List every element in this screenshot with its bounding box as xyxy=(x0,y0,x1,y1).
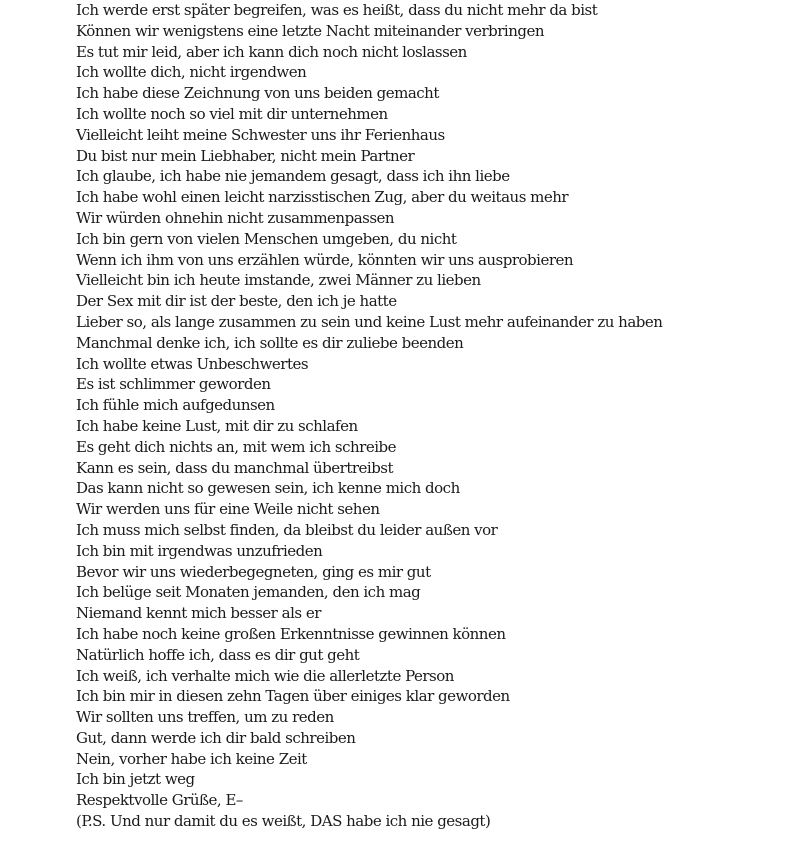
text-line: Ich habe diese Zeichnung von uns beiden gemacht xyxy=(76,84,439,103)
text-line: Ich wollte etwas Unbeschwertes xyxy=(76,354,309,373)
text-line: Vielleicht bin ich heute imstande, zwei Männer zu lieben xyxy=(76,271,481,290)
text-line: Das kann nicht so gewesen sein, ich kenne mich doch xyxy=(76,479,460,498)
text-line: Lieber so, als lange zusammen zu sein und keine Lust mehr aufeinander zu haben xyxy=(76,312,663,331)
text-line: Niemand kennt mich besser als er xyxy=(76,604,321,623)
text-line: Nein, vorher habe ich keine Zeit xyxy=(76,749,307,768)
text-line: Ich wollte noch so viel mit dir unternehmen xyxy=(76,104,388,123)
text-line: Ich habe wohl einen leicht narzisstischen Zug, aber du weitaus mehr xyxy=(76,188,569,207)
text-line: Ich glaube, ich habe nie jemandem gesagt, dass ich ihn liebe xyxy=(76,167,510,186)
text-line: Wenn ich ihm von uns erzählen würde, könnten wir uns ausprobieren xyxy=(76,250,574,269)
text-line: Vielleicht leiht meine Schwester uns ihr Ferienhaus xyxy=(76,125,445,144)
text-line: Wir werden uns für eine Weile nicht sehen xyxy=(76,500,380,519)
text-line: Es tut mir leid, aber ich kann dich noch nicht loslassen xyxy=(76,42,467,61)
text-line: Der Sex mit dir ist der beste, den ich je hatte xyxy=(76,292,397,311)
text-line: Bevor wir uns wiederbegegneten, ging es mir gut xyxy=(76,562,431,581)
text-line: Wir würden ohnehin nicht zusammenpassen xyxy=(76,208,395,227)
text-line: Wir sollten uns treffen, um zu reden xyxy=(76,708,334,727)
text-line: Ich bin jetzt weg xyxy=(76,770,195,789)
text-line: Gut, dann werde ich dir bald schreiben xyxy=(76,728,356,747)
text-line: Ich wollte dich, nicht irgendwen xyxy=(76,63,307,82)
postscript-line: (P.S. Und nur damit du es weißt, DAS habe ich nie gesagt) xyxy=(76,812,491,831)
text-line: Können wir wenigstens eine letzte Nacht miteinander verbringen xyxy=(76,21,545,40)
text-line: Ich bin gern von vielen Menschen umgeben, du nicht xyxy=(76,229,457,248)
text-line: Natürlich hoffe ich, dass es dir gut geht xyxy=(76,645,360,664)
text-line: Ich habe noch keine großen Erkenntnisse gewinnen können xyxy=(76,624,506,643)
signature-line: Respektvolle Grüße, E– xyxy=(76,791,243,810)
text-line: Ich fühle mich aufgedunsen xyxy=(76,396,275,415)
text-line: Ich belüge seit Monaten jemanden, den ich mag xyxy=(76,583,421,602)
text-line: Ich werde erst später begreifen, was es heißt, dass du nicht mehr da bist xyxy=(76,1,598,19)
text-line: Ich bin mit irgendwas unzufrieden xyxy=(76,541,323,560)
text-line: Du bist nur mein Liebhaber, nicht mein Partner xyxy=(76,146,415,165)
text-line: Ich weiß, ich verhalte mich wie die allerletzte Person xyxy=(76,666,454,685)
text-line: Manchmal denke ich, ich sollte es dir zuliebe beenden xyxy=(76,333,464,352)
poem-text-block xyxy=(76,0,776,832)
text-line: Kann es sein, dass du manchmal übertreibst xyxy=(76,458,394,477)
text-line: Es geht dich nichts an, mit wem ich schreibe xyxy=(76,437,396,456)
text-line: Ich habe keine Lust, mit dir zu schlafen xyxy=(76,416,358,435)
text-line: Ich bin mir in diesen zehn Tagen über einiges klar geworden xyxy=(76,687,510,706)
text-line: Ich muss mich selbst finden, da bleibst du leider außen vor xyxy=(76,520,498,539)
text-line: Es ist schlimmer geworden xyxy=(76,375,271,394)
